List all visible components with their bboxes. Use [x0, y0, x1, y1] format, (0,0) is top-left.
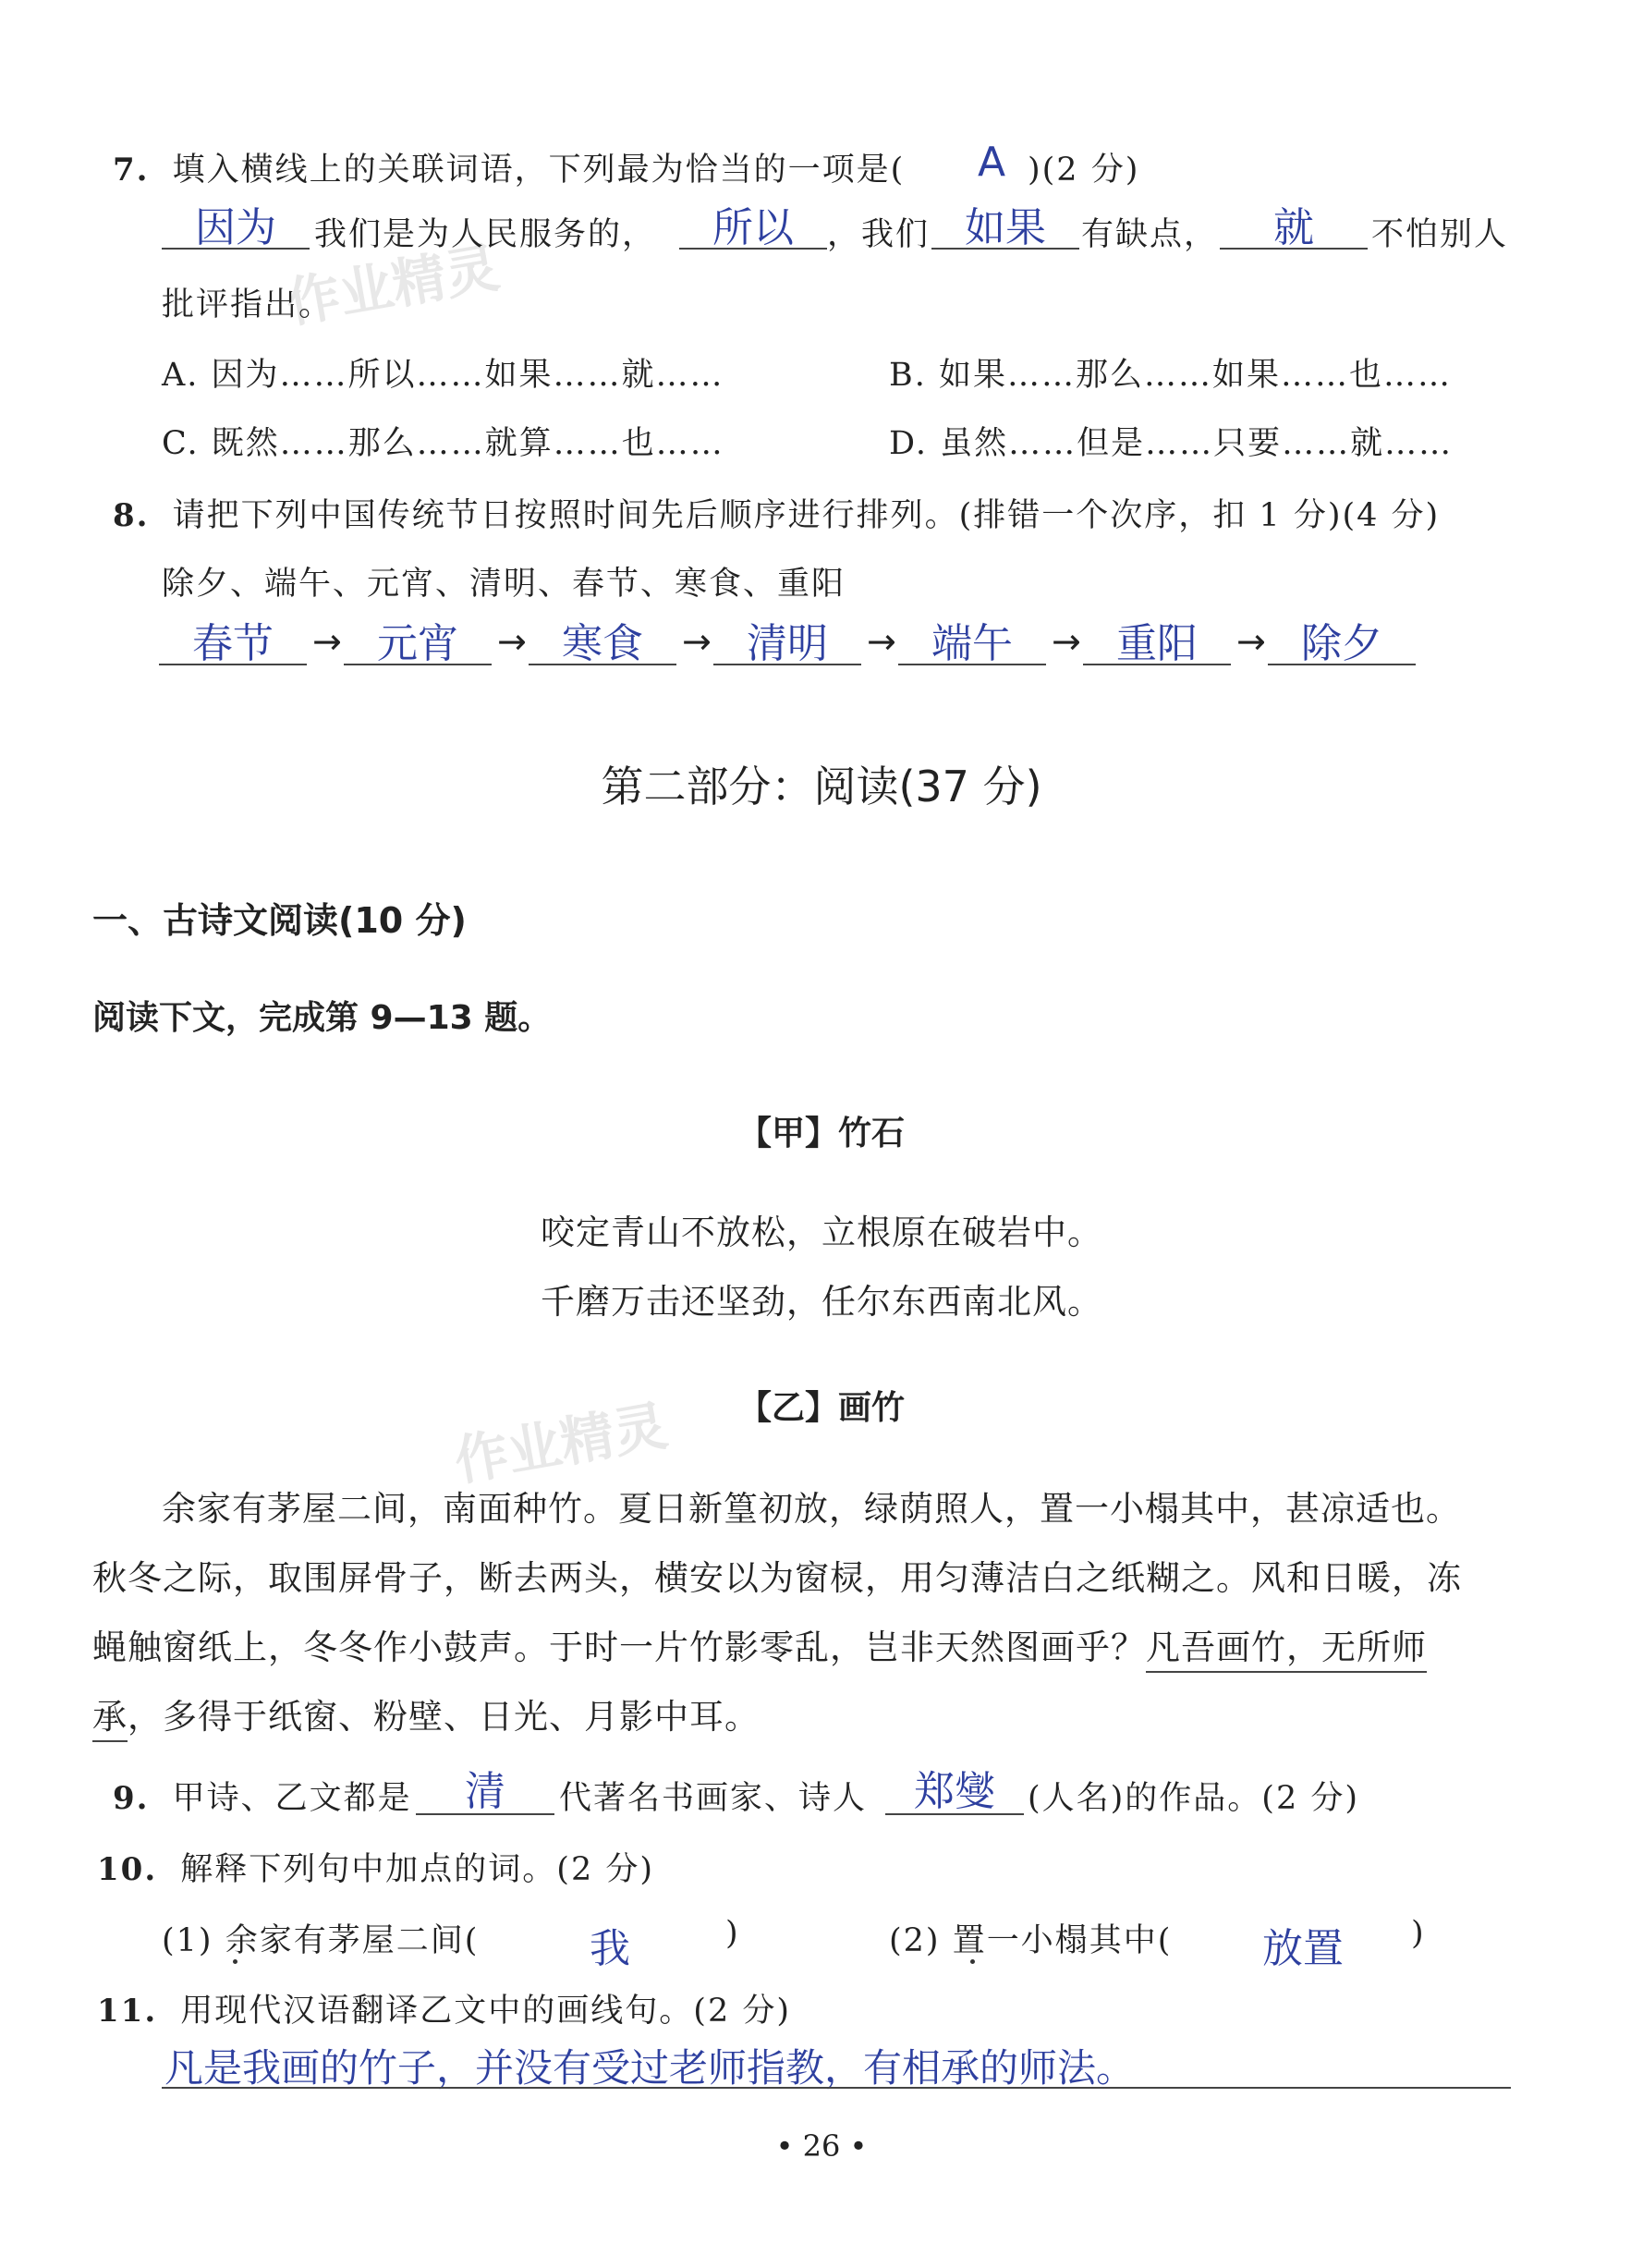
sentence-part: 有缺点，	[1081, 216, 1219, 253]
arrow-icon: →	[312, 621, 342, 662]
order-answer: 寒食	[562, 620, 643, 667]
order-answer: 春节	[192, 620, 274, 667]
blank-line	[159, 664, 307, 665]
emphasis-dot	[970, 1959, 975, 1964]
bracket-close: )	[1411, 1915, 1426, 1952]
sentence-part: ，我们	[827, 216, 931, 253]
question-number: 10.	[97, 1851, 158, 1888]
question-score: )(2 分)	[1028, 152, 1140, 189]
emphasis-dot	[233, 1959, 237, 1964]
poem-line: 千磨万击还坚劲，任尔东西南北风。	[541, 1282, 1102, 1322]
watermark: 作业精灵	[449, 1394, 673, 1494]
blank-line	[898, 664, 1046, 665]
question-stem: 用现代汉语翻译乙文中的画线句。(2 分)	[180, 1993, 792, 2030]
question-number: 9.	[113, 1780, 150, 1817]
blank-line	[529, 664, 676, 665]
blank-answer-1: 因为	[195, 204, 276, 251]
option-d: D. 虽然……但是……只要……就……	[889, 425, 1454, 462]
question-number: 11.	[97, 1993, 158, 2030]
question-stem: 甲诗、乙文都是	[172, 1780, 412, 1817]
option-c: C. 既然……那么……就算……也……	[162, 425, 724, 462]
blank-line	[713, 664, 861, 665]
blank-line	[344, 664, 492, 665]
blank-answer-2: 所以	[712, 204, 794, 251]
underlined-sentence: 凡吾画竹，无所师	[1146, 1628, 1427, 1673]
question-number: 7.	[113, 152, 150, 189]
blank-line	[1268, 664, 1416, 665]
question-10	[97, 1844, 654, 1890]
arrow-icon: →	[497, 621, 527, 662]
blank-line	[1083, 664, 1231, 665]
blank-line	[679, 248, 827, 250]
order-answer: 除夕	[1301, 620, 1382, 667]
translation-answer: 凡是我画的竹子，并没有受过老师指教，有相承的师法。	[164, 2045, 1136, 2091]
sentence-part: 不怕别人	[1371, 216, 1509, 253]
sentence-part: 我们是为人民服务的，	[314, 216, 657, 253]
option-a: A. 因为……所以……如果……就……	[162, 357, 724, 394]
answer-line	[162, 2087, 1511, 2089]
blank-line	[885, 1813, 1024, 1815]
blank-line	[416, 1813, 554, 1815]
sub-item-1: (1) 余家有茅屋二间(	[162, 1922, 480, 1959]
option-b: B. 如果……那么……如果……也……	[889, 357, 1452, 394]
underlined-sentence: 承	[92, 1697, 128, 1742]
order-answer: 元宵	[377, 620, 458, 667]
question-stem: (人名)的作品。(2 分)	[1028, 1780, 1360, 1817]
passage-text: 蝇触窗纸上，冬冬作小鼓声。于时一片竹影零乱，岂非天然图画乎？	[92, 1628, 1146, 1667]
arrow-icon: →	[1236, 621, 1266, 662]
blank-answer: 清	[465, 1768, 505, 1815]
part-title: 第二部分：阅读(37 分)	[601, 762, 1042, 811]
question-stem: 解释下列句中加点的词。(2 分)	[180, 1851, 655, 1888]
arrow-icon: →	[867, 621, 896, 662]
poem-yi-title: 【乙】画竹	[737, 1389, 905, 1427]
reading-instruction: 阅读下文，完成第 9—13 题。	[92, 999, 552, 1037]
page-number: • 26 •	[775, 2128, 868, 2164]
question-stem: 请把下列中国传统节日按照时间先后顺序进行排列。(排错一个次序，扣 1 分)(4 分)	[172, 497, 1441, 534]
blank-answer-3: 如果	[965, 204, 1046, 251]
order-answer: 清明	[747, 620, 828, 667]
sentence-part: 批评指出。	[162, 287, 334, 323]
blank-answer-4: 就	[1273, 204, 1314, 251]
arrow-icon: →	[1052, 621, 1081, 662]
answer-choice: A	[977, 139, 1006, 186]
blank-line	[931, 248, 1079, 250]
passage-line	[92, 1689, 760, 1738]
question-11	[97, 1985, 791, 2031]
passage-line	[92, 1619, 1427, 1669]
question-stem: 填入横线上的关联词语，下列最为恰当的一项是(	[172, 152, 906, 189]
blank-line	[162, 248, 310, 250]
blank-answer: 郑燮	[914, 1768, 995, 1815]
order-answer: 重阳	[1116, 620, 1198, 667]
question-8	[113, 490, 1440, 536]
explanation-answer: 放置	[1262, 1925, 1344, 1972]
watermark: 作业精灵	[281, 236, 505, 335]
passage-text: ，多得于纸窗、粉壁、日光、月影中耳。	[128, 1697, 760, 1737]
question-7	[113, 144, 905, 190]
explanation-answer: 我	[590, 1925, 630, 1972]
poem-jia-title: 【甲】竹石	[737, 1115, 905, 1152]
blank-line	[1220, 248, 1368, 250]
sub-item-2: (2) 置一小榻其中(	[889, 1922, 1173, 1959]
question-9	[113, 1773, 412, 1819]
passage-line: 余家有茅屋二间，南面种竹。夏日新篁初放，绿荫照人，置一小榻其中，甚凉适也。	[162, 1489, 1461, 1529]
arrow-icon: →	[682, 621, 712, 662]
question-number: 8.	[113, 497, 150, 534]
order-answer: 端午	[931, 620, 1013, 667]
bracket-close: )	[725, 1915, 740, 1952]
question-stem: 代著名书画家、诗人	[559, 1780, 868, 1817]
passage-line: 秋冬之际，取围屏骨子，断去两头，横安以为窗棂，用匀薄洁白之纸糊之。风和日暖，冻	[92, 1558, 1462, 1598]
festival-list: 除夕、端午、元宵、清明、春节、寒食、重阳	[162, 566, 846, 603]
section-heading: 一、古诗文阅读(10 分)	[92, 900, 467, 941]
poem-line: 咬定青山不放松，立根原在破岩中。	[541, 1213, 1102, 1252]
